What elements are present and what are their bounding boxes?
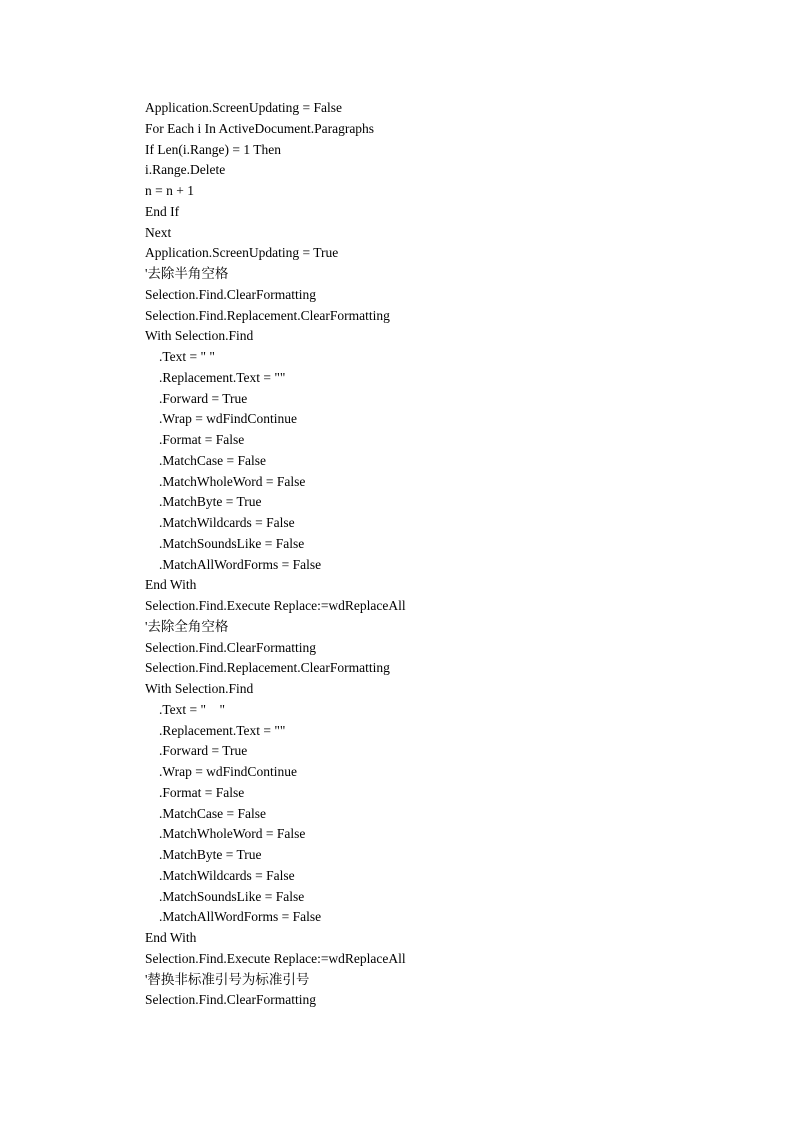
code-line: .Format = False <box>159 432 245 447</box>
code-line: Selection.Find.Replacement.ClearFormatting <box>145 307 390 323</box>
code-line: .Replacement.Text = "" <box>159 722 286 738</box>
code-line: .MatchSoundsLike = False <box>159 888 305 904</box>
code-line: Next <box>145 224 172 240</box>
code-line: With Selection.Find <box>145 681 254 696</box>
code-line: i.Range.Delete <box>145 162 226 178</box>
code-line: Selection.Find.Replacement.ClearFormatting <box>145 660 390 676</box>
code-line: Selection.Find.Execute Replace:=wdReplaceAll <box>145 598 406 613</box>
code-line: .MatchCase = False <box>159 452 266 468</box>
code-line: .MatchSoundsLike = False <box>159 535 305 551</box>
code-line: '去除半角空格 <box>145 266 229 281</box>
code-line: Application.ScreenUpdating = True <box>145 245 339 261</box>
code-line: '替换非标准引号为标准引号 <box>145 971 310 987</box>
code-line: .MatchWholeWord = False <box>159 826 306 842</box>
code-line: .Wrap = wdFindContinue <box>159 411 297 427</box>
code-line: .MatchAllWordForms = False <box>159 909 322 925</box>
code-line: .MatchWildcards = False <box>159 867 295 883</box>
code-line: .MatchAllWordForms = False <box>159 556 322 572</box>
code-line: .MatchWildcards = False <box>159 515 295 530</box>
code-line: .MatchByte = True <box>159 847 262 862</box>
code-line: End If <box>145 203 180 219</box>
code-line: n = n + 1 <box>145 183 194 198</box>
code-line: .MatchByte = True <box>159 494 262 510</box>
code-line: .Format = False <box>159 784 245 800</box>
code-line: .MatchWholeWord = False <box>159 473 306 489</box>
code-line: .Text = " " <box>159 701 226 717</box>
code-line: With Selection.Find <box>145 328 254 344</box>
code-listing <box>145 98 406 1011</box>
code-line: Selection.Find.ClearFormatting <box>145 992 316 1008</box>
code-line: '去除全角空格 <box>145 618 229 634</box>
code-line: .Wrap = wdFindContinue <box>159 764 297 779</box>
code-line: For Each i In ActiveDocument.Paragraphs <box>145 120 375 136</box>
code-line: .Replacement.Text = "" <box>159 369 286 385</box>
code-line: End With <box>145 577 197 593</box>
code-line: .Forward = True <box>159 390 248 406</box>
code-line: Application.ScreenUpdating = False <box>145 100 342 115</box>
code-line: Selection.Find.Execute Replace:=wdReplaceAll <box>145 950 406 966</box>
code-line: .Text = " " <box>159 349 215 364</box>
code-line: If Len(i.Range) = 1 Then <box>145 141 281 157</box>
code-line: .MatchCase = False <box>159 805 266 821</box>
code-line: Selection.Find.ClearFormatting <box>145 639 316 655</box>
code-line: Selection.Find.ClearFormatting <box>145 286 316 302</box>
code-line: .Forward = True <box>159 743 248 759</box>
code-line: End With <box>145 930 197 945</box>
